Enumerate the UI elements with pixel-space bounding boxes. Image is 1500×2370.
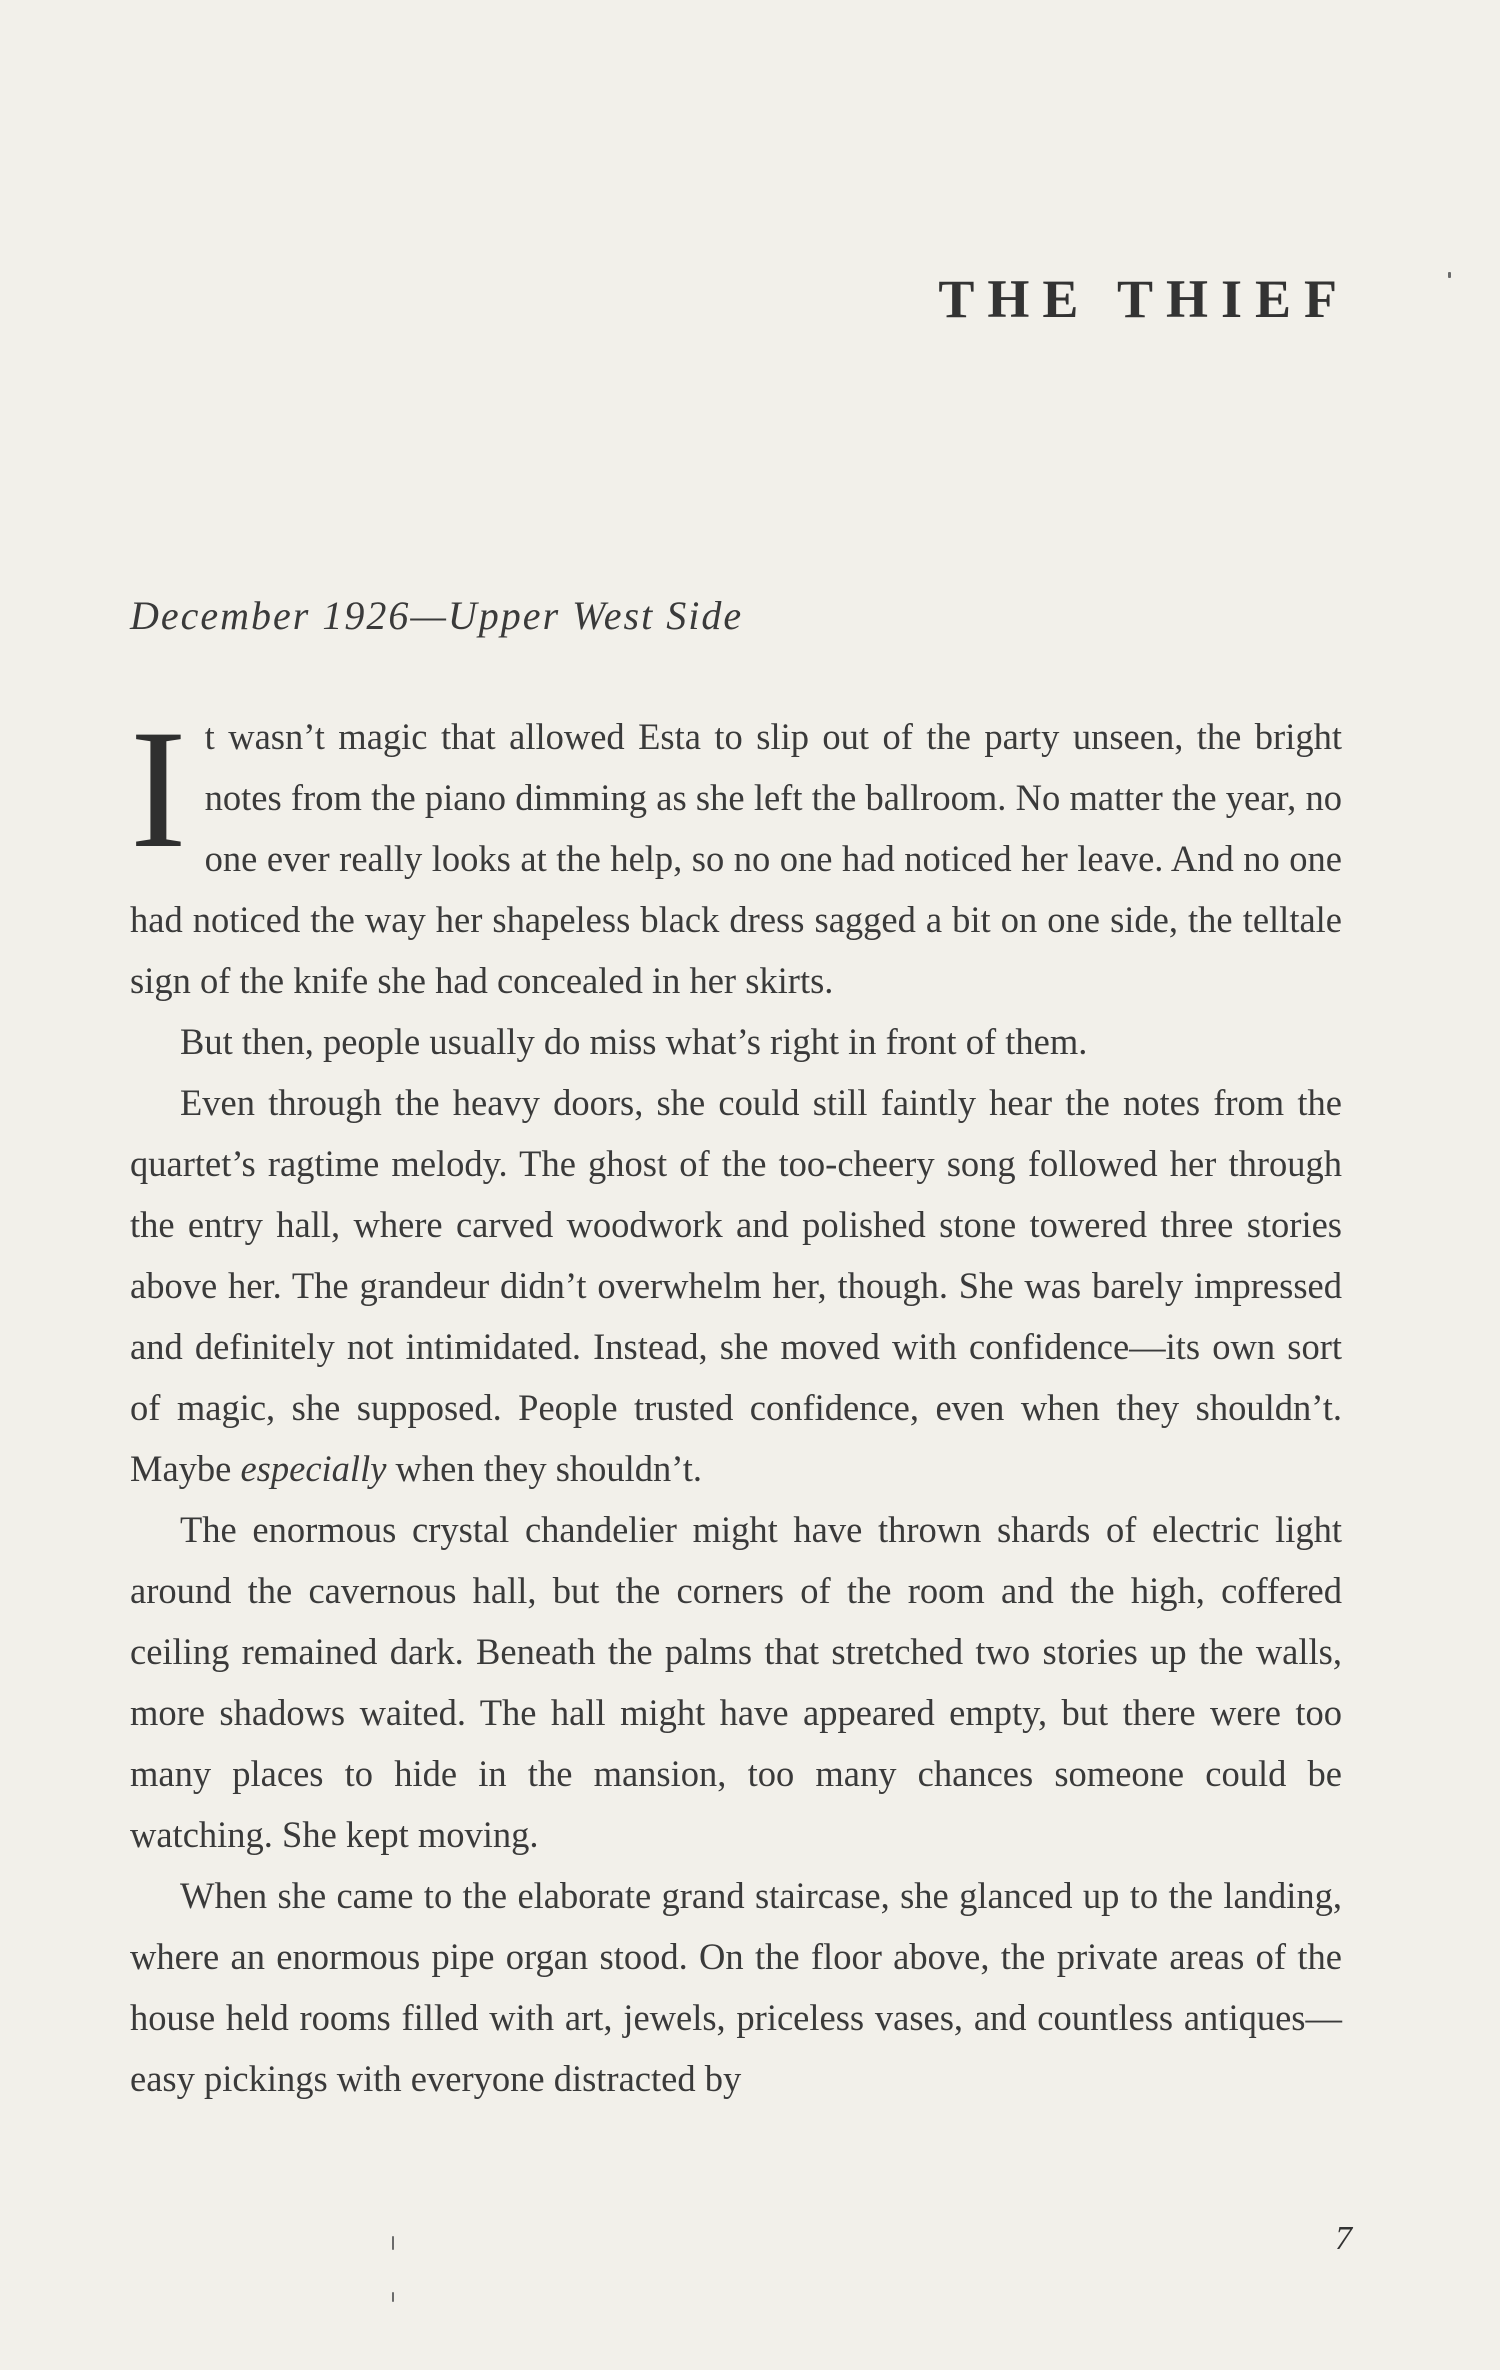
scan-speck bbox=[1448, 272, 1451, 278]
scan-speck bbox=[392, 2236, 394, 2250]
paragraph-4: The enormous crystal chandelier might have thrown shards of electric light around the cavernous hall, but the corners of the room and the high, coffered ceiling remained dark. Beneath the palms that stretched two stories up the walls, more shadows waited. The hall might have appeared empty, but there were too many places to hide in the mansion, too many chances someone could be watching. She kept moving. bbox=[130, 1509, 1342, 1855]
page-number: 7 bbox=[1335, 2220, 1352, 2257]
paragraph-5: When she came to the elaborate grand staircase, she glanced up to the landing, where an enormous pipe organ stood. On the floor above, the private areas of the house held rooms filled with art, jewels, priceless vases, and countless antiques—easy pickings with everyone distracted by bbox=[130, 1875, 1342, 2099]
paragraph-3-emphasis: especially bbox=[240, 1448, 387, 1489]
body-text bbox=[130, 695, 1342, 2109]
paragraph-3 bbox=[130, 1072, 1342, 1499]
paragraph-3-text-end: when they shouldn’t. bbox=[386, 1448, 703, 1489]
chapter-dateline: December 1926—Upper West Side bbox=[130, 593, 744, 638]
drop-cap: I bbox=[130, 695, 187, 883]
chapter-title: THE THIEF bbox=[938, 269, 1350, 329]
paragraph-1 bbox=[130, 695, 1342, 1011]
paragraph-2: But then, people usually do miss what’s right in front of them. bbox=[180, 1021, 1088, 1062]
scan-speck bbox=[392, 2292, 394, 2302]
paragraph-3-text-start: Even through the heavy doors, she could still faintly hear the notes from the quartet’s ragtime melody. The ghost of the too-cheery song followed her through the entry hall, where carved woodwork and polished stone towered three stories above her. The grandeur didn’t overwhelm her, though. She was barely impressed and definitely not intimidated. Instead, she moved with confidence—its own sort of magic, she supposed. People trusted confidence, even when they shouldn’t. Maybe bbox=[130, 1082, 1342, 1489]
paragraph-1-text: t wasn’t magic that allowed Esta to slip out of the party unseen, the bright notes from the piano dimming as she left the ballroom. No matter the year, no one ever really looks at the help, so no one had noticed her leave. And no one had noticed the way her shapeless black dress sagged a bit on one side, the telltale sign of the knife she had concealed in her skirts. bbox=[130, 716, 1342, 1001]
